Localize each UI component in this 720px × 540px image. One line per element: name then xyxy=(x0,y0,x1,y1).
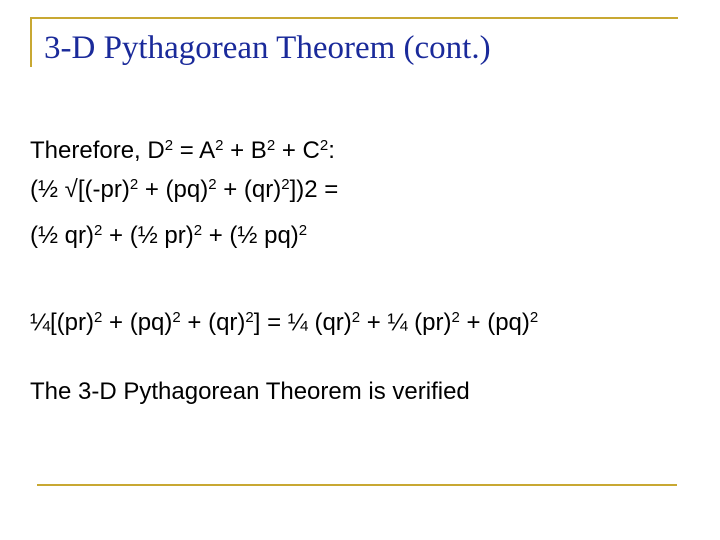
equation-line-4: ¼[(pr)$^2$ + (pq)$^2$ + (qr)$^2$] = ¼ (qr)$^2$ + ¼ (pr)$^2$ + (pq)$^2$ xyxy=(30,309,539,336)
equation-line-3: (½ qr)$^2$ + (½ pr)$^2$ + (½ pq)$^2$ xyxy=(30,222,308,249)
conclusion-text: The 3-D Pythagorean Theorem is verified xyxy=(30,378,470,405)
slide-title: 3-D Pythagorean Theorem (cont.) xyxy=(44,30,491,66)
equation-line-2: (½ $√[(-pr)^2 + (pq)^2 + (qr)^2])2$ = xyxy=(30,176,339,203)
top-rule xyxy=(30,17,678,19)
equation-line-1: Therefore, $D^2 = A^2 + B^2 + C^2$: xyxy=(30,137,335,164)
bottom-rule xyxy=(37,484,677,486)
left-rule xyxy=(30,17,32,67)
